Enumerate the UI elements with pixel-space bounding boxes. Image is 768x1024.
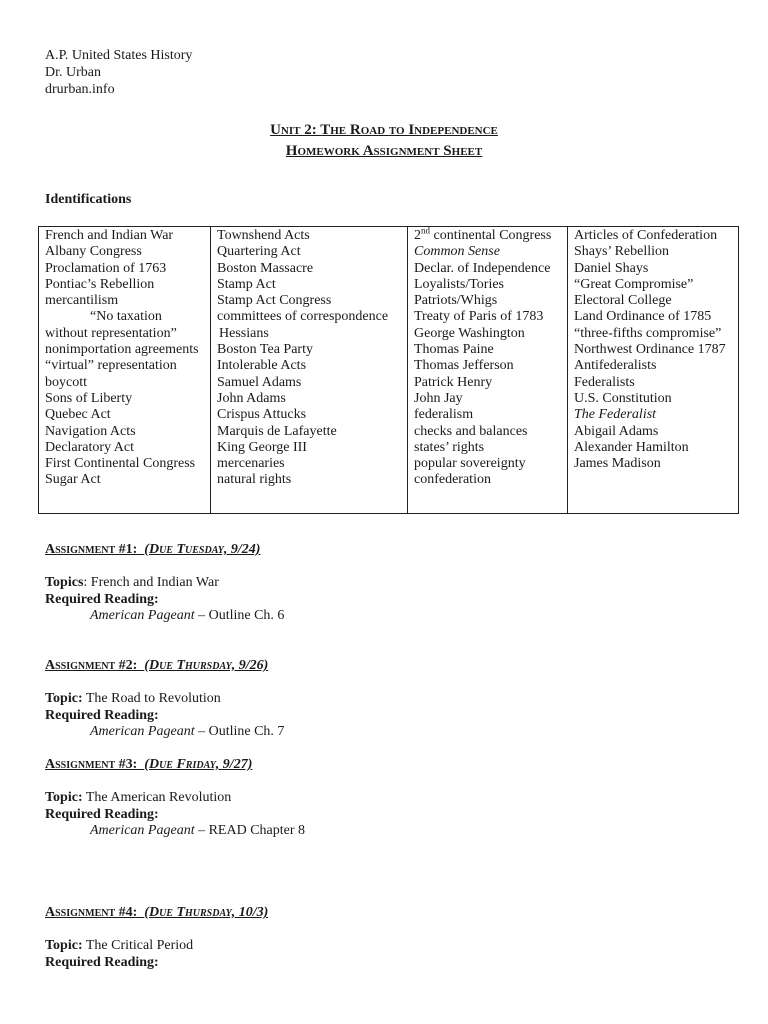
identifications-table: [38, 226, 739, 514]
assignment-heading: [45, 658, 284, 675]
term: Declar. of Independence: [414, 260, 551, 276]
term: Thomas Jefferson: [414, 358, 514, 374]
topic-text: The American Revolution: [85, 790, 232, 805]
term: Marquis de Lafayette: [217, 423, 337, 439]
assignment-2: [45, 658, 284, 741]
term: without representation”: [45, 325, 177, 341]
term: mercenaries: [217, 456, 285, 472]
term: Quartering Act: [217, 244, 301, 260]
course-name: A.P. United States History: [45, 48, 193, 63]
term: Land Ordinance of 1785: [574, 309, 712, 325]
term: Navigation Acts: [45, 423, 136, 439]
term: Sons of Liberty: [45, 390, 133, 406]
term: Shays’ Rebellion: [574, 244, 670, 260]
assignment-label: Assignment #4:: [45, 905, 138, 920]
term: “three-fifths compromise”: [574, 325, 722, 341]
term: states’ rights: [414, 439, 485, 455]
term: James Madison: [574, 456, 661, 472]
topic-text: The Road to Revolution: [85, 691, 221, 706]
topic-label: Topic:: [45, 938, 83, 953]
term: “Great Compromise”: [574, 276, 694, 292]
term: French and Indian War: [45, 228, 174, 243]
term: Townshend Acts: [217, 228, 310, 243]
term: Sugar Act: [45, 472, 101, 488]
term: Federalists: [574, 374, 635, 390]
term: federalism: [414, 407, 474, 423]
required-reading-label: Required Reading:: [45, 591, 159, 607]
book-title: American Pageant: [90, 724, 195, 739]
term: “virtual” representation: [45, 358, 177, 374]
assignment-due-date: (Due Thursday, 9/26): [144, 658, 269, 673]
term: Stamp Act: [217, 276, 276, 292]
term: U.S. Constitution: [574, 390, 672, 406]
assignment-topic: [45, 790, 305, 807]
website-text: drurban.info: [45, 82, 115, 97]
required-reading-label: Required Reading:: [45, 954, 159, 970]
term: committees of correspondence: [217, 309, 389, 325]
term: Samuel Adams: [217, 374, 302, 390]
term: Northwest Ordinance 1787: [574, 342, 726, 358]
assignment-topic: [45, 575, 284, 592]
term: Declaratory Act: [45, 439, 135, 455]
term: Alexander Hamilton: [574, 439, 689, 455]
required-reading: [45, 608, 284, 625]
assignment-due-date: (Due Thursday, 10/3): [144, 905, 269, 920]
book-title: American Pageant: [90, 608, 195, 623]
term: natural rights: [217, 472, 292, 488]
topic-text: The Critical Period: [85, 938, 194, 953]
assignment-heading: [45, 905, 268, 922]
term: Quebec Act: [45, 407, 111, 423]
assignment-due-date: (Due Friday, 9/27): [144, 757, 253, 772]
term: nonimportation agreements: [45, 342, 199, 358]
topic-label: Topic:: [45, 790, 83, 805]
term: Electoral College: [574, 293, 672, 309]
term: Thomas Paine: [414, 342, 494, 358]
term: confederation: [414, 472, 491, 488]
term: Proclamation of 1763: [45, 260, 167, 276]
assignment-heading: [45, 542, 284, 559]
term: Hessians: [219, 325, 269, 341]
title-line-1: Unit 2: The Road to Independence: [270, 122, 498, 138]
term: First Continental Congress: [45, 456, 196, 472]
term: Daniel Shays: [574, 260, 649, 276]
term: Abigail Adams: [574, 423, 659, 439]
term: Patrick Henry: [414, 374, 493, 390]
term: Antifederalists: [574, 358, 657, 374]
assignment-4: [45, 905, 268, 971]
assignment-label: Assignment #1:: [45, 542, 138, 557]
assignment-topic: [45, 938, 268, 955]
term: Pontiac’s Rebellion: [45, 276, 155, 292]
term: popular sovereignty: [414, 456, 526, 472]
reading-text: – READ Chapter 8: [194, 823, 306, 838]
term: “No taxation: [90, 309, 162, 325]
term: King George III: [217, 439, 307, 455]
term: John Jay: [414, 390, 463, 406]
document-header: [45, 48, 192, 99]
term: boycott: [45, 374, 87, 390]
term: Boston Tea Party: [217, 342, 313, 358]
term: The Federalist: [574, 407, 657, 423]
term: Common Sense: [414, 244, 500, 260]
assignment-label: Assignment #2:: [45, 658, 138, 673]
required-reading-label: Required Reading:: [45, 707, 159, 723]
topic-label: Topic:: [45, 691, 83, 706]
identifications-heading: Identifications: [45, 192, 132, 207]
teacher-name: Dr. Urban: [45, 65, 101, 80]
ordinal-suffix: nd: [421, 225, 430, 236]
term: [414, 225, 561, 244]
term-number: 2: [414, 228, 421, 243]
term: Crispus Attucks: [217, 407, 307, 423]
topic-label: Topics: [45, 575, 84, 590]
assignment-3: [45, 757, 305, 840]
required-reading: [45, 823, 305, 840]
term: Treaty of Paris of 1783: [414, 309, 544, 325]
assignment-label: Assignment #3:: [45, 757, 138, 772]
assignment-due-date: (Due Tuesday, 9/24): [144, 542, 261, 557]
term: Loyalists/Tories: [414, 276, 505, 292]
term: checks and balances: [414, 423, 528, 439]
assignment-topic: [45, 691, 284, 708]
topic-separator: :: [83, 575, 91, 590]
identifications-column-2: [211, 227, 408, 514]
required-reading-label: Required Reading:: [45, 806, 159, 822]
term: Albany Congress: [45, 244, 142, 260]
topic-text: French and Indian War: [90, 575, 219, 590]
title-line-2: Homework Assignment Sheet: [285, 143, 483, 159]
book-title: American Pageant: [90, 823, 195, 838]
term: George Washington: [414, 325, 525, 341]
term-rest: continental Congress: [430, 228, 552, 243]
term: Stamp Act Congress: [217, 293, 332, 309]
required-reading: [45, 724, 284, 741]
reading-text: – Outline Ch. 6: [194, 608, 285, 623]
term: John Adams: [217, 390, 286, 406]
reading-text: – Outline Ch. 7: [194, 724, 285, 739]
identifications-column-1: [39, 227, 211, 514]
term: Articles of Confederation: [574, 228, 718, 243]
term: mercantilism: [45, 293, 119, 309]
assignment-1: [45, 542, 284, 625]
document-title: [0, 120, 768, 162]
term: Patriots/Whigs: [414, 293, 498, 309]
identifications-column-3: [408, 227, 568, 514]
identifications-column-4: [568, 227, 739, 514]
term: Boston Massacre: [217, 260, 314, 276]
assignment-heading: [45, 757, 305, 774]
term: Intolerable Acts: [217, 358, 307, 374]
